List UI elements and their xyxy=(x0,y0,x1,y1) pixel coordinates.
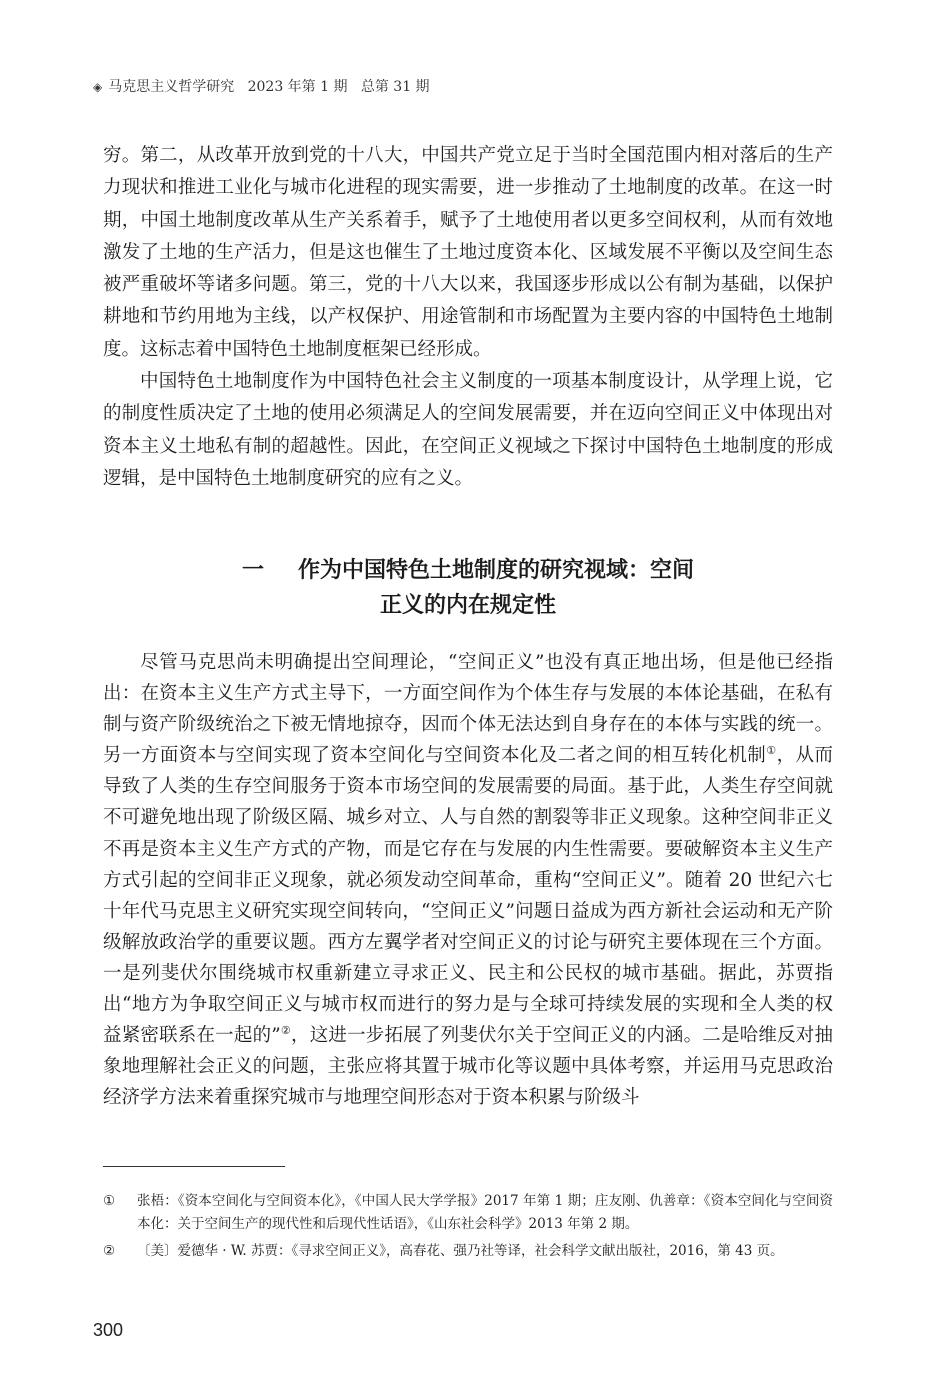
footnote-text: 张梧：《资本空间化与空间资本化》，《中国人民大学学报》2017 年第 1 期；庄友刚、仇善章：《资本空间化与空间资本化：关于空间生产的现代性和后现代性话语》，《山东社会科学》2013 年第 2 期。 xyxy=(137,1193,833,1232)
section-heading-line-1 xyxy=(103,553,833,588)
body-text-section xyxy=(103,647,833,1113)
running-header xyxy=(93,76,430,96)
total-issue: 总第 31 期 xyxy=(360,79,430,95)
section-title-part-2: 正义的内在规定性 xyxy=(379,593,556,618)
section-heading xyxy=(103,553,833,623)
section-title-part-1: 作为中国特色土地制度的研究视域：空间 xyxy=(298,558,695,583)
journal-name: 马克思主义哲学研究 xyxy=(108,79,235,95)
page-number: 300 xyxy=(93,1320,124,1340)
paragraph xyxy=(103,647,833,1113)
footnote-text: 〔美〕爱德华 · W. 苏贾：《寻求空间正义》，高春花、强乃社等译，社会科学文献出版社，2016，第 43 页。 xyxy=(137,1243,784,1259)
footnote-ref-2[interactable]: ② xyxy=(280,1023,291,1037)
paragraph-continued: 穷。第二，从改革开放到党的十八大，中国共产党立足于当时全国范围内相对落后的生产力现状和推进工业化与城市化进程的现实需要，进一步推动了土地制度的改革。在这一时期，中国土地制度改革从生产关系着手，赋予了土地使用者以更多空间权利，从而有效地激发了土地的生产活力，但是这也催生了土地过度资本化、区域发展不平衡以及空间生态被严重破坏等诸多问题。第三，党的十八大以来，我国逐步形成以公有制为基础，以保护耕地和节约用地为主线，以产权保护、用途管制和市场配置为主要内容的中国特色土地制度。这标志着中国特色土地制度框架已经形成。 xyxy=(103,145,833,360)
footnote-divider xyxy=(103,1166,285,1167)
footnote-item xyxy=(103,1240,833,1263)
footnote-ref-1[interactable]: ① xyxy=(766,744,777,758)
diamond-icon: ◈ xyxy=(93,80,103,94)
issue-number: 2023 年第 1 期 xyxy=(247,79,348,95)
footnote-mark: ② xyxy=(103,1243,116,1259)
section-number: 一 xyxy=(241,558,264,583)
body-text-top xyxy=(103,140,833,495)
footnote-item xyxy=(103,1190,833,1236)
footnote-mark: ① xyxy=(103,1193,116,1209)
footnotes xyxy=(103,1190,833,1267)
text-segment: ，这进一步拓展了列斐伏尔关于空间正义的内涵。二是哈维反对抽象地理解社会正义的问题，主张应将其置于城市化等议题中具体考察，并运用马克思政治经济学方法来着重探究城市与地理空间形态对于资本积累与阶级斗 xyxy=(103,1025,833,1109)
paragraph: 中国特色土地制度作为中国特色社会主义制度的一项基本制度设计，从学理上说，它的制度性质决定了土地的使用必须满足人的空间发展需要，并在迈向空间正义中体现出对资本主义土地私有制的超越性。因此，在空间正义视域之下探讨中国特色土地制度的形成逻辑，是中国特色土地制度研究的应有之义。 xyxy=(103,371,833,489)
text-segment: ，从而导致了人类的生存空间服务于资本市场空间的发展需要的局面。基于此，人类生存空间就不可避免地出现了阶级区隔、城乡对立、人与自然的割裂等非正义现象。这种空间非正义不再是资本主义生产方式的产物，而是它存在与发展的内生性需要。要破解资本主义生产方式引起的空间非正义现象，就必须发动空间革命，重构“空间正义”。随着 20 世纪六七十年代马克思主义研究实现空间转向，“空间正义”问题日益成为西方新社会运动和无产阶级解放政治学的重要议题。西方左翼学者对空间正义的讨论与研究主要体现在三个方面。一是列斐伏尔围绕城市权重新建立寻求正义、民主和公民权的城市基础。据此，苏贾指出“地方为争取空间正义与城市权而进行的努力是与全球可持续发展的实现和全人类的权益紧密联系在一起的” xyxy=(103,745,833,1047)
text-segment: 尽管马克思尚未明确提出空间理论，“空间正义”也没有真正地出场，但是他已经指出：在资本主义生产方式主导下，一方面空间作为个体生存与发展的本体论基础，在私有制与资产阶级统治之下被无情地掠夺，因而个体无法达到自身存在的本体与实践的统一。另一方面资本与空间实现了资本空间化与空间资本化及二者之间的相互转化机制 xyxy=(103,652,833,767)
